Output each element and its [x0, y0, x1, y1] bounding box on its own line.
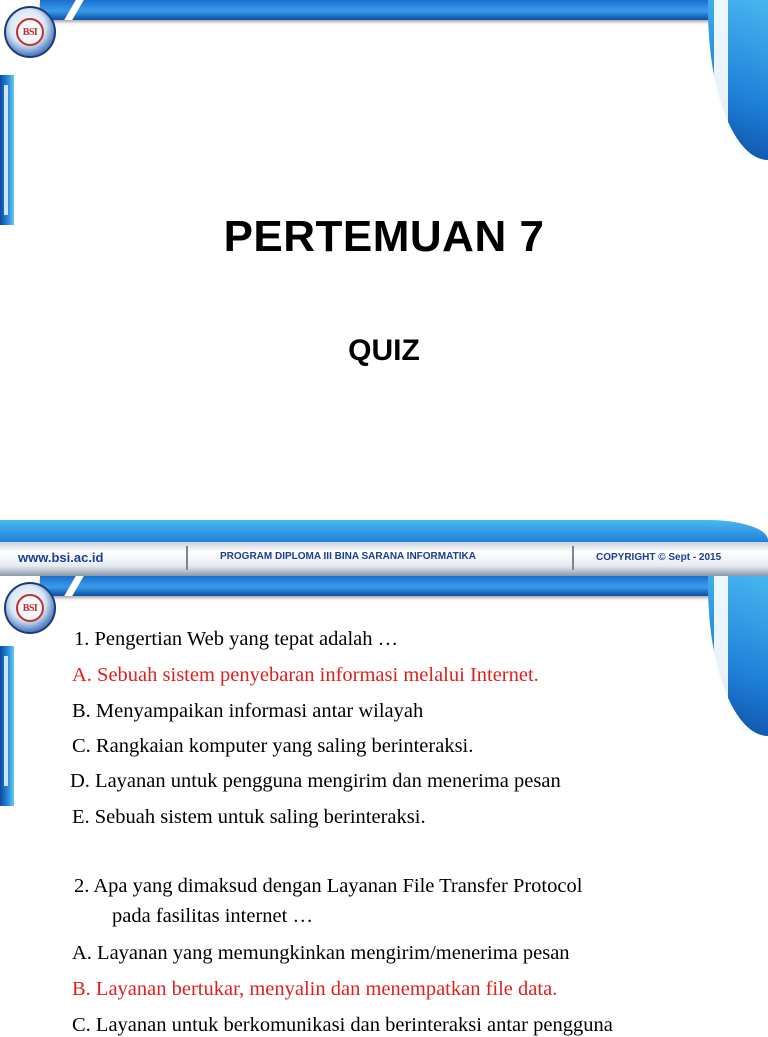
bsi-logo-text: BSI — [22, 602, 38, 614]
quiz-slide — [0, 576, 768, 1036]
question-2-option-b: B. Layanan bertukar, menyalin dan menempatkan file data. — [72, 978, 558, 1000]
question-2-line-2: pada fasilitas internet … — [112, 905, 313, 927]
question-1: 1. Pengertian Web yang tepat adalah … — [74, 628, 399, 650]
top-frame-bar — [40, 576, 728, 596]
top-frame-bar — [40, 0, 728, 20]
footer-divider — [186, 546, 188, 570]
slide-subtitle: QUIZ — [348, 334, 420, 367]
footer-divider — [572, 546, 574, 570]
bsi-logo-emblem — [16, 18, 44, 46]
footer-strip — [0, 542, 768, 576]
question-2-option-a: A. Layanan yang memungkinkan mengirim/menerima pesan — [72, 942, 570, 964]
left-frame-bar — [0, 646, 14, 806]
question-1-option-d: D. Layanan untuk pengguna mengirim dan menerima pesan — [70, 770, 561, 792]
bsi-logo — [4, 582, 56, 634]
question-1-option-a: A. Sebuah sistem penyebaran informasi melalui Internet. — [72, 664, 539, 686]
question-1-option-c: C. Rangkaian komputer yang saling berinteraksi. — [72, 735, 474, 757]
right-frame-swoosh — [708, 0, 768, 160]
footer-url-link[interactable]: www.bsi.ac.id — [18, 550, 104, 565]
left-frame-bar — [0, 75, 14, 225]
question-1-option-e: E. Sebuah sistem untuk saling berinteraksi. — [72, 806, 426, 828]
bsi-logo-emblem — [16, 594, 44, 622]
bsi-logo-text: BSI — [22, 26, 38, 38]
footer-swoosh — [0, 520, 768, 542]
bsi-logo — [4, 6, 56, 58]
footer-copyright: COPYRIGHT © Sept - 2015 — [596, 552, 722, 563]
question-2-line-1: 2. Apa yang dimaksud dengan Layanan File Transfer Protocol — [74, 875, 583, 897]
question-2-option-c: C. Layanan untuk berkomunikasi dan berinteraksi antar pengguna — [72, 1014, 613, 1036]
slide-title: PERTEMUAN 7 — [223, 212, 545, 261]
footer-program-text: PROGRAM DIPLOMA III BINA SARANA INFORMATIKA — [220, 551, 476, 562]
footer-band — [0, 520, 768, 576]
question-1-option-b: B. Menyampaikan informasi antar wilayah — [72, 700, 424, 722]
